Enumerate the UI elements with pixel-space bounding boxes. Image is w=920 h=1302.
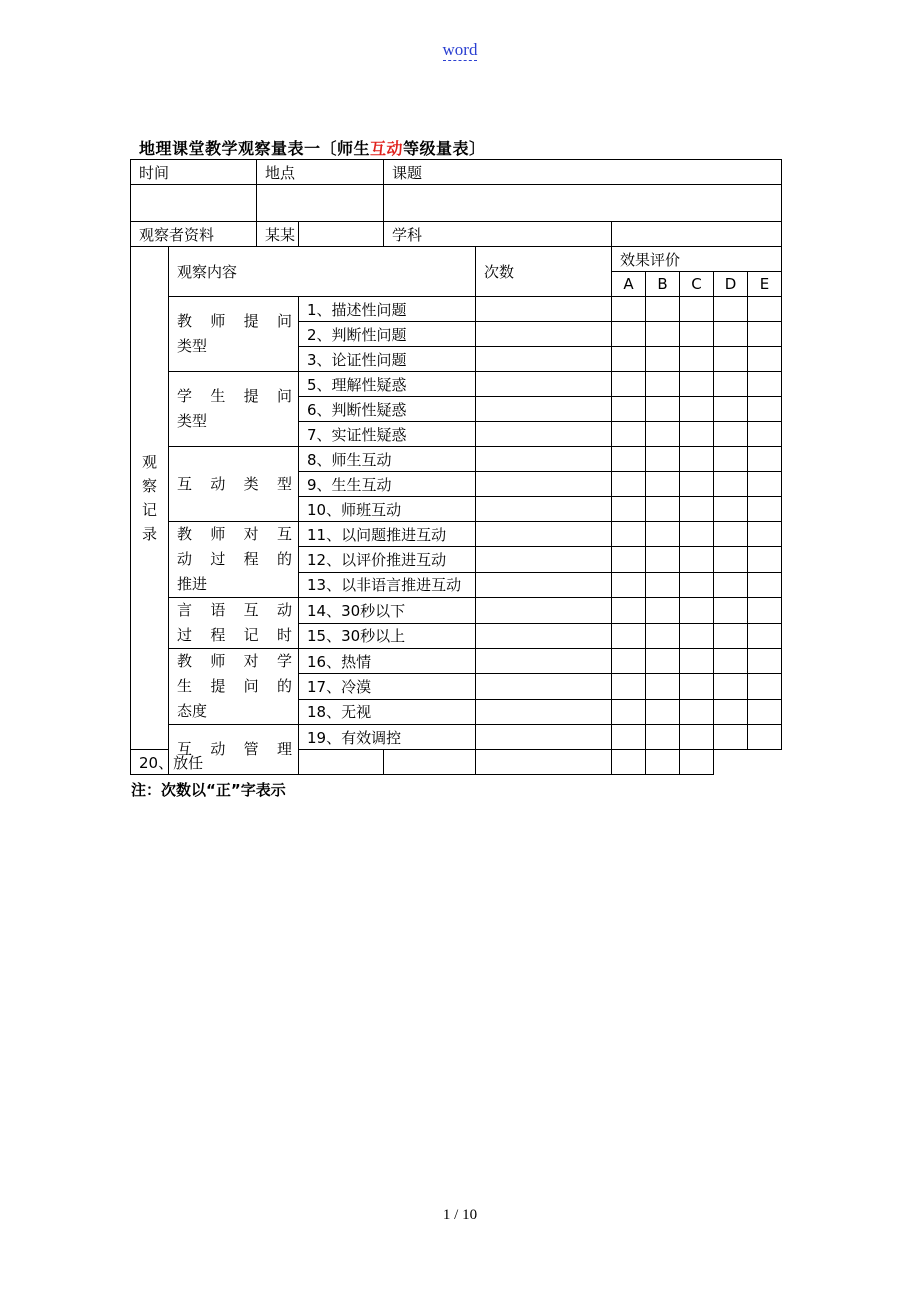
grade-header-a: A xyxy=(612,272,646,297)
observer-label: 观察者资料 xyxy=(131,222,257,247)
grade-cell-d[interactable] xyxy=(714,699,748,724)
count-header: 次数 xyxy=(476,247,612,297)
count-cell[interactable] xyxy=(476,674,612,699)
item-label: 19、有效调控 xyxy=(299,725,476,750)
grade-cell-a[interactable] xyxy=(612,322,646,347)
title-accent: 互动 xyxy=(370,139,404,158)
grade-cell-b[interactable] xyxy=(476,750,612,775)
count-cell[interactable] xyxy=(476,725,612,750)
table-row xyxy=(131,725,782,750)
column-header-row xyxy=(131,247,782,272)
side-label-char: 录 xyxy=(141,525,157,543)
topic-value-cell[interactable] xyxy=(384,185,782,222)
item-label: 7、实证性疑惑 xyxy=(299,422,476,447)
grade-cell-c[interactable] xyxy=(612,750,646,775)
grade-cell-e[interactable] xyxy=(748,598,782,624)
grade-cell-a[interactable] xyxy=(612,422,646,447)
grade-header-b: B xyxy=(646,272,680,297)
grade-cell-a[interactable] xyxy=(612,347,646,372)
category-cell xyxy=(169,649,299,725)
title-part2: 等级量表〕 xyxy=(403,139,486,158)
item-label: 18、无视 xyxy=(299,699,476,724)
grade-cell-a[interactable] xyxy=(612,598,646,624)
grade-cell-c[interactable] xyxy=(680,674,714,699)
grade-cell-e[interactable] xyxy=(748,649,782,674)
grade-cell-d[interactable] xyxy=(714,372,748,397)
count-cell[interactable] xyxy=(476,422,612,447)
table-row xyxy=(131,297,782,322)
category-cell xyxy=(169,297,299,372)
grade-cell-a[interactable] xyxy=(612,623,646,649)
grade-cell-b[interactable] xyxy=(646,372,680,397)
grade-cell-c[interactable] xyxy=(680,572,714,597)
grade-cell-c[interactable] xyxy=(680,422,714,447)
grade-header-d: D xyxy=(714,272,748,297)
grade-cell-b[interactable] xyxy=(646,522,680,547)
grade-cell-c[interactable] xyxy=(680,472,714,497)
grade-cell-c[interactable] xyxy=(680,522,714,547)
grade-cell-e[interactable] xyxy=(748,623,782,649)
grade-cell-d[interactable] xyxy=(714,497,748,522)
table-row xyxy=(131,598,782,624)
grade-cell-a[interactable] xyxy=(384,750,476,775)
grade-cell-b[interactable] xyxy=(646,297,680,322)
category-line: 互动管理 xyxy=(177,740,292,758)
category-line: 生提问的 xyxy=(177,677,292,695)
grade-cell-d[interactable] xyxy=(714,649,748,674)
grade-cell-b[interactable] xyxy=(646,547,680,572)
grade-cell-b[interactable] xyxy=(646,397,680,422)
item-label: 12、以评价推进互动 xyxy=(299,547,476,572)
meta-value-row xyxy=(131,185,782,222)
grade-cell-d[interactable] xyxy=(714,297,748,322)
grade-cell-a[interactable] xyxy=(612,699,646,724)
grade-cell-e[interactable] xyxy=(748,372,782,397)
grade-cell-a[interactable] xyxy=(612,572,646,597)
item-label: 6、判断性疑惑 xyxy=(299,397,476,422)
grade-cell-a[interactable] xyxy=(612,447,646,472)
document-title xyxy=(139,136,486,159)
item-label: 10、师班互动 xyxy=(299,497,476,522)
category-line: 类型 xyxy=(177,337,208,355)
count-cell[interactable] xyxy=(299,750,384,775)
header-link[interactable] xyxy=(0,40,920,60)
time-label: 时间 xyxy=(131,160,257,185)
grade-cell-b[interactable] xyxy=(646,674,680,699)
grade-header-c: C xyxy=(680,272,714,297)
grade-cell-d[interactable] xyxy=(714,572,748,597)
grade-cell-d[interactable] xyxy=(714,422,748,447)
item-label: 1、描述性问题 xyxy=(299,297,476,322)
grade-cell-d[interactable] xyxy=(714,623,748,649)
grade-cell-e[interactable] xyxy=(748,322,782,347)
grade-cell-e[interactable] xyxy=(748,347,782,372)
grade-cell-a[interactable] xyxy=(612,472,646,497)
category-cell xyxy=(169,447,299,522)
grade-cell-c[interactable] xyxy=(680,699,714,724)
grade-cell-e[interactable] xyxy=(748,447,782,472)
grade-cell-c[interactable] xyxy=(680,547,714,572)
grade-cell-c[interactable] xyxy=(680,623,714,649)
count-cell[interactable] xyxy=(476,572,612,597)
grade-cell-b[interactable] xyxy=(646,649,680,674)
grade-cell-e[interactable] xyxy=(748,497,782,522)
grade-cell-d[interactable] xyxy=(714,674,748,699)
category-cell xyxy=(169,598,299,649)
grade-cell-d[interactable] xyxy=(714,472,748,497)
item-label: 11、以问题推进互动 xyxy=(299,522,476,547)
grade-cell-b[interactable] xyxy=(646,322,680,347)
grade-cell-d[interactable] xyxy=(714,598,748,624)
count-cell[interactable] xyxy=(476,623,612,649)
grade-cell-d[interactable] xyxy=(714,322,748,347)
grade-cell-a[interactable] xyxy=(612,649,646,674)
topic-label: 课题 xyxy=(384,160,782,185)
count-cell[interactable] xyxy=(476,347,612,372)
grade-cell-a[interactable] xyxy=(612,397,646,422)
grade-cell-d[interactable] xyxy=(646,750,680,775)
grade-cell-c[interactable] xyxy=(680,322,714,347)
grade-cell-d[interactable] xyxy=(714,725,748,750)
grade-cell-e[interactable] xyxy=(748,422,782,447)
grade-cell-e[interactable] xyxy=(748,522,782,547)
item-label: 14、30秒以下 xyxy=(299,598,476,624)
category-line: 教师对互 xyxy=(177,525,292,543)
item-label: 20、放任 xyxy=(131,750,257,775)
observer-row xyxy=(131,222,782,247)
category-line: 类型 xyxy=(177,412,208,430)
grade-cell-c[interactable] xyxy=(680,372,714,397)
grade-cell-e[interactable] xyxy=(748,472,782,497)
table-row xyxy=(131,522,782,547)
grade-cell-b[interactable] xyxy=(646,598,680,624)
time-value-cell[interactable] xyxy=(131,185,257,222)
observer-extra-cell[interactable] xyxy=(299,222,384,247)
observer-value: 某某 xyxy=(257,222,299,247)
grade-cell-c[interactable] xyxy=(680,497,714,522)
grade-cell-e[interactable] xyxy=(680,750,714,775)
footnote: 注：次数以“正”字表示 xyxy=(131,781,286,799)
grade-cell-e[interactable] xyxy=(748,674,782,699)
grade-cell-b[interactable] xyxy=(646,699,680,724)
category-line: 态度 xyxy=(177,702,208,720)
grade-cell-d[interactable] xyxy=(714,397,748,422)
item-label: 2、判断性问题 xyxy=(299,322,476,347)
grade-cell-b[interactable] xyxy=(646,725,680,750)
grade-cell-c[interactable] xyxy=(680,649,714,674)
grade-cell-a[interactable] xyxy=(612,497,646,522)
subject-value-cell[interactable] xyxy=(612,222,782,247)
count-cell[interactable] xyxy=(476,699,612,724)
grade-cell-e[interactable] xyxy=(748,572,782,597)
count-cell[interactable] xyxy=(476,447,612,472)
meta-header-row xyxy=(131,160,782,185)
place-label: 地点 xyxy=(257,160,384,185)
side-label-char: 记 xyxy=(141,501,157,519)
grade-cell-b[interactable] xyxy=(646,572,680,597)
grade-cell-d[interactable] xyxy=(714,522,748,547)
observation-record-label xyxy=(131,247,169,750)
category-line: 推进 xyxy=(177,575,208,593)
side-label-char: 观 xyxy=(141,453,157,471)
grade-cell-b[interactable] xyxy=(646,623,680,649)
grade-cell-a[interactable] xyxy=(612,372,646,397)
count-cell[interactable] xyxy=(476,547,612,572)
item-label: 16、热情 xyxy=(299,649,476,674)
item-label: 15、30秒以上 xyxy=(299,623,476,649)
grade-cell-a[interactable] xyxy=(612,297,646,322)
grade-cell-c[interactable] xyxy=(680,598,714,624)
count-cell[interactable] xyxy=(476,472,612,497)
grade-cell-a[interactable] xyxy=(612,547,646,572)
item-label: 9、生生互动 xyxy=(299,472,476,497)
page-number: 1 / 10 xyxy=(442,1207,478,1223)
count-cell[interactable] xyxy=(476,372,612,397)
grade-header-e: E xyxy=(748,272,782,297)
grade-cell-e[interactable] xyxy=(748,725,782,750)
count-cell[interactable] xyxy=(476,522,612,547)
count-cell[interactable] xyxy=(476,497,612,522)
count-cell[interactable] xyxy=(476,649,612,674)
category-cell xyxy=(169,522,299,598)
grade-cell-a[interactable] xyxy=(612,725,646,750)
grade-cell-b[interactable] xyxy=(646,447,680,472)
grade-cell-d[interactable] xyxy=(714,547,748,572)
grade-cell-d[interactable] xyxy=(714,347,748,372)
count-cell[interactable] xyxy=(476,322,612,347)
category-line: 动过程的 xyxy=(177,550,292,568)
count-cell[interactable] xyxy=(476,297,612,322)
content-header: 观察内容 xyxy=(169,247,476,297)
grade-cell-b[interactable] xyxy=(646,347,680,372)
item-label: 8、师生互动 xyxy=(299,447,476,472)
grade-cell-b[interactable] xyxy=(646,497,680,522)
grade-cell-c[interactable] xyxy=(680,347,714,372)
side-label-char: 察 xyxy=(141,477,157,495)
table-row xyxy=(131,447,782,472)
count-cell[interactable] xyxy=(476,397,612,422)
grade-cell-a[interactable] xyxy=(612,674,646,699)
grade-cell-b[interactable] xyxy=(646,472,680,497)
subject-label: 学科 xyxy=(384,222,612,247)
category-line: 言语互动 xyxy=(177,601,292,619)
grade-cell-c[interactable] xyxy=(680,397,714,422)
category-line: 教师对学 xyxy=(177,652,292,670)
grade-cell-e[interactable] xyxy=(748,547,782,572)
evaluation-header: 效果评价 xyxy=(612,247,782,272)
grade-cell-c[interactable] xyxy=(680,297,714,322)
grade-cell-b[interactable] xyxy=(646,422,680,447)
table-row xyxy=(131,649,782,674)
grade-cell-d[interactable] xyxy=(714,447,748,472)
item-label: 17、冷漠 xyxy=(299,674,476,699)
grade-cell-e[interactable] xyxy=(748,699,782,724)
item-label: 5、理解性疑惑 xyxy=(299,372,476,397)
grade-cell-c[interactable] xyxy=(680,725,714,750)
category-line: 教师提问 xyxy=(177,312,292,330)
place-value-cell[interactable] xyxy=(257,185,384,222)
category-cell xyxy=(169,372,299,447)
header-link-text[interactable]: word xyxy=(442,40,478,59)
category-line: 过程记时 xyxy=(177,626,292,644)
grade-cell-e[interactable] xyxy=(748,297,782,322)
grade-cell-c[interactable] xyxy=(680,447,714,472)
item-label: 13、以非语言推进互动 xyxy=(299,572,476,597)
grade-cell-a[interactable] xyxy=(612,522,646,547)
count-cell[interactable] xyxy=(476,598,612,624)
category-line: 互动类型 xyxy=(177,474,292,493)
table-row xyxy=(131,372,782,397)
category-line: 学生提问 xyxy=(177,387,292,405)
observation-table xyxy=(130,159,782,775)
title-part1: 地理课堂教学观察量表一〔师生 xyxy=(139,139,371,158)
grade-cell-e[interactable] xyxy=(748,397,782,422)
item-label: 3、论证性问题 xyxy=(299,347,476,372)
